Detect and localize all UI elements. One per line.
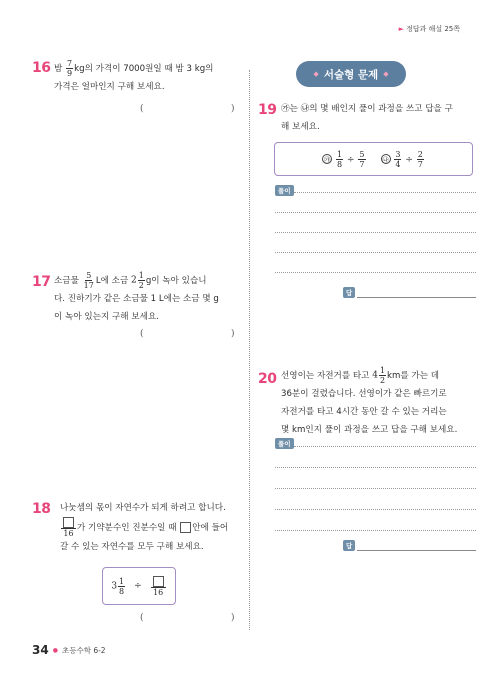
- fraction-numerator: 1: [138, 271, 144, 280]
- work-line[interactable]: [275, 530, 476, 531]
- fraction-numerator: 5: [86, 271, 92, 280]
- work-line[interactable]: [275, 272, 476, 273]
- mixed-whole: 3: [111, 581, 118, 591]
- work-line[interactable]: [294, 446, 476, 447]
- bullet-icon: ●: [52, 646, 58, 654]
- work-line[interactable]: [294, 192, 476, 193]
- fraction-1-8: [336, 150, 343, 169]
- q16-text-1: 밤: [54, 64, 63, 74]
- q20-text-2: km를 가는 데: [387, 371, 440, 381]
- q18-text-2: 가 기약분수인 진분수일 때: [77, 523, 177, 533]
- diamond-icon: ◆: [313, 70, 319, 78]
- q16-text-2: kg의 가격이 7000원일 때 밤 3 kg의: [74, 64, 214, 74]
- answer-label: 답: [343, 287, 355, 298]
- answer-line[interactable]: [357, 550, 476, 551]
- question-20-text: [281, 366, 481, 439]
- fraction-5-7: [358, 150, 365, 169]
- work-line[interactable]: [275, 467, 476, 468]
- work-line[interactable]: [275, 232, 476, 233]
- expression-box: [274, 142, 473, 176]
- fraction-blank-16: [151, 576, 166, 597]
- mixed-whole: 4: [372, 370, 378, 381]
- answer-reference: [399, 24, 460, 34]
- section-title: 서술형 문제: [323, 68, 379, 81]
- fraction-numerator: 7: [67, 59, 73, 68]
- triangle-icon: ►: [398, 25, 405, 33]
- answer-line[interactable]: [357, 297, 476, 298]
- question-number-16: 16: [32, 60, 51, 76]
- page-footer: [32, 643, 106, 657]
- fraction-denominator: 7: [359, 159, 365, 169]
- work-line[interactable]: [275, 252, 476, 253]
- expression-box: [102, 567, 176, 605]
- q17-text-2: L에 소금: [95, 276, 129, 286]
- fraction-denominator: 7: [417, 159, 423, 169]
- divide-operator: ÷: [134, 581, 142, 591]
- fraction-denominator: 8: [119, 586, 125, 596]
- fraction-denominator: 2: [138, 281, 144, 290]
- fraction-1-2: [379, 366, 386, 385]
- blank-box-icon: [153, 576, 164, 587]
- fraction-1-2: [138, 271, 145, 290]
- fraction-blank-16: [61, 517, 76, 538]
- fraction-denominator: 16: [153, 587, 164, 597]
- expression-a: [322, 150, 366, 169]
- fraction-7-9: [66, 59, 73, 78]
- question-number-20: 20: [258, 371, 277, 387]
- fraction-denominator: 8: [337, 159, 343, 169]
- q20-text-4: 자전거를 타고 4시간 동안 갈 수 있는 거리는: [281, 407, 447, 417]
- q18-text-3: 안에 들어: [192, 523, 229, 533]
- fraction-5-17: [83, 271, 95, 290]
- fraction-numerator: 1: [119, 576, 125, 586]
- question-18-text: [60, 499, 250, 556]
- answer-paren-open: (: [140, 329, 144, 339]
- work-line[interactable]: [275, 509, 476, 510]
- q17-text-5: 이 녹아 있는지 구해 보세요.: [54, 312, 159, 322]
- q17-text-3: g이 녹아 있습니: [145, 276, 207, 286]
- q18-text-1: 나눗셈의 몫이 자연수가 되게 하려고 합니다.: [60, 503, 226, 513]
- work-label: 풀이: [275, 185, 294, 196]
- blank-box-icon: [63, 517, 74, 528]
- q19-text-1: ㉮는 ㉯의 몇 배인지 풀이 과정을 쓰고 답을 구: [281, 104, 453, 114]
- question-number-18: 18: [32, 501, 51, 517]
- book-title: 초등수학 6-2: [61, 645, 106, 655]
- fraction-denominator: 17: [83, 281, 94, 290]
- fraction-numerator: 5: [359, 149, 365, 159]
- label-b-icon: ㉯: [382, 155, 389, 164]
- q17-text-1: 소금물: [54, 276, 79, 286]
- answer-paren-close: ): [231, 104, 235, 114]
- question-number-19: 19: [258, 102, 277, 118]
- question-19-text: [281, 100, 481, 136]
- answer-paren-close: ): [231, 613, 235, 623]
- q16-text-3: 가격은 얼마인지 구해 보세요.: [54, 82, 165, 92]
- fraction-numerator: 2: [417, 149, 423, 159]
- fraction-numerator: 3: [395, 149, 401, 159]
- answer-paren-open: (: [140, 613, 144, 623]
- divide-operator: ÷: [346, 154, 355, 165]
- fraction-denominator: 2: [379, 376, 386, 385]
- fraction-numerator: 1: [379, 366, 386, 375]
- answer-paren-close: ): [231, 329, 235, 339]
- divide-operator: ÷: [405, 154, 413, 165]
- question-17-text: [54, 271, 244, 326]
- fraction-denominator: 9: [67, 69, 73, 78]
- question-number-17: 17: [32, 274, 51, 290]
- fraction-denominator: 16: [63, 529, 74, 538]
- fraction-1-8: [118, 577, 125, 596]
- q17-text-4: 다. 진하기가 같은 소금물 1 L에는 소금 몇 g: [54, 294, 219, 304]
- fraction-2-7: [417, 150, 424, 169]
- work-label: 풀이: [275, 438, 294, 449]
- q18-text-4: 갈 수 있는 자연수를 모두 구해 보세요.: [60, 542, 204, 552]
- work-line[interactable]: [275, 212, 476, 213]
- q20-text-5: 몇 km인지 풀이 과정을 쓰고 답을 구해 보세요.: [281, 425, 458, 435]
- diamond-icon: ◆: [383, 70, 389, 78]
- fraction-numerator: 1: [337, 149, 343, 159]
- page-number: 34: [32, 643, 49, 657]
- blank-box-icon: [180, 522, 191, 533]
- q20-text-3: 36분이 걸렸습니다. 선영이가 같은 빠르기로: [281, 389, 447, 399]
- question-16-text: [54, 59, 244, 96]
- label-a-icon: ㉮: [323, 155, 331, 164]
- answer-paren-open: (: [140, 104, 144, 114]
- fraction-denominator: 4: [395, 159, 401, 169]
- section-title-banner: [296, 61, 406, 87]
- answer-reference-text: 정답과 해설 25쪽: [406, 25, 460, 33]
- fraction-3-4: [394, 150, 401, 169]
- mixed-whole: 2: [131, 275, 137, 286]
- answer-label: 답: [343, 540, 355, 551]
- q19-text-2: 해 보세요.: [281, 122, 320, 132]
- mixed-number: [111, 577, 126, 596]
- work-line[interactable]: [275, 488, 476, 489]
- q20-text-1: 선영이는 자전거를 타고: [281, 371, 370, 381]
- expression-b: [381, 150, 425, 169]
